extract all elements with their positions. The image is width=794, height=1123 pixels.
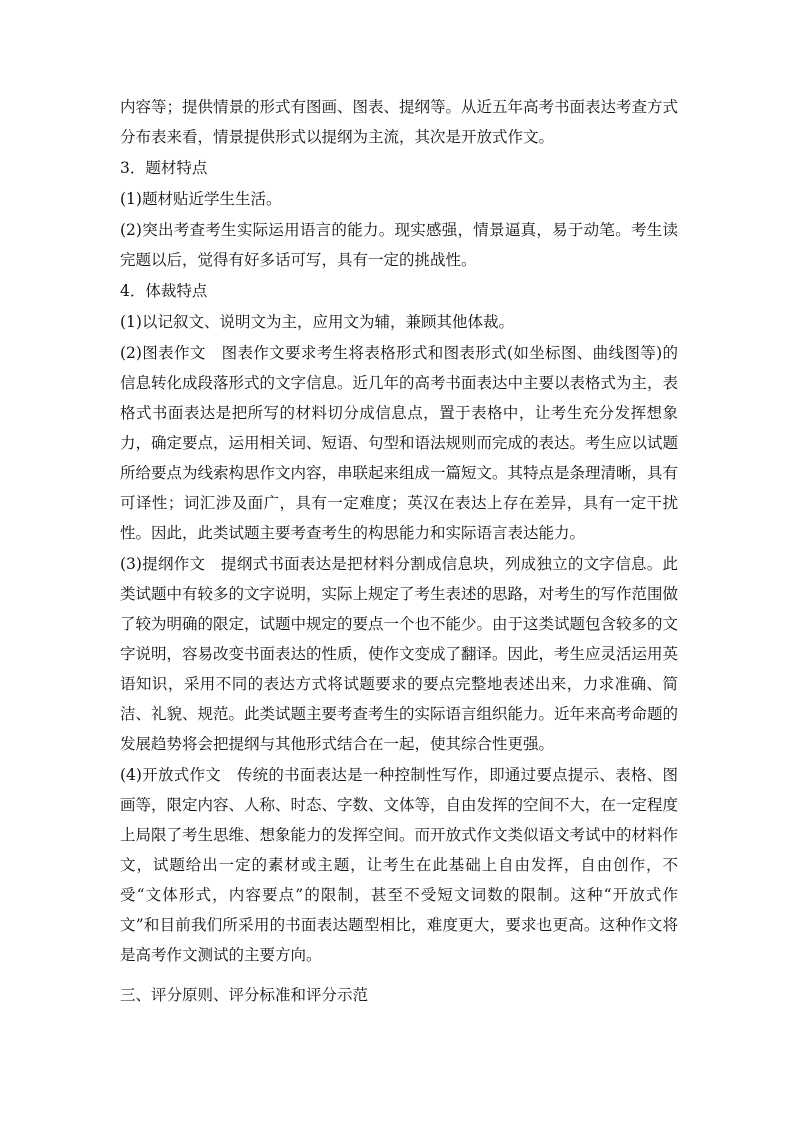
- paragraph-chart-essay: (2)图表作文 图表作文要求考生将表格形式和图表形式(如坐标图、曲线图等)的信息转化成段落形式的文字信息。近几年的高考书面表达中主要以表格式为主，表格式书面表达是把所写的材料切分成信息点，置于表格中，让考生充分发挥想象力，确定要点，运用相关词、短语、句型和语法规则而完成的表达。考生应以试题所给要点为线索构思作文内容，串联起来组成一篇短文。其特点是条理清晰，具有可译性；词汇涉及面广，具有一定难度；英汉在表达上存在差异，具有一定干扰性。因此，此类试题主要考查考生的构思能力和实际语言表达能力。: [120, 344, 679, 542]
- paragraph-outline-essay: (3)提纲作文 提纲式书面表达是把材料分割成信息块，列成独立的文字信息。此类试题中有较多的文字说明，实际上规定了考生表述的思路，对考生的写作范围做了较为明确的限定，试题中规定的要点一个也不能少。由于这类试题包含较多的文字说明，容易改变书面表达的性质，使作文变成了翻译。因此，考生应灵活运用英语知识，采用不同的表达方式将试题要求的要点完整地表述出来，力求准确、简洁、礼貌、规范。此类试题主要考查考生的实际语言组织能力。近年来高考命题的发展趋势将会把提纲与其他形式结合在一起，使其综合性更强。: [120, 555, 679, 753]
- subheading-subject-features: 3．题材特点: [120, 159, 208, 177]
- paragraph-open-essay: (4)开放式作文 传统的书面表达是一种控制性写作，即通过要点提示、表格、图画等，限定内容、人称、时态、字数、文体等，自由发挥的空间不大，在一定程度上局限了考生思维、想象能力的发挥空间。而开放式作文类似语文考试中的材料作文，试题给出一定的素材或主题，让考生在此基础上自由发挥，自由创作，不受“文体形式，内容要点”的限制，甚至不受短文词数的限制。这种“开放式作文”和目前我们所采用的书面表达题型相比，难度更大，要求也更高。这种作文将是高考作文测试的主要方向。: [120, 766, 679, 964]
- paragraph-subject-2: (2)突出考查考生实际运用语言的能力。现实感强，情景逼真，易于动笔。考生读完题以后，觉得有好多话可写，具有一定的挑战性。: [120, 221, 678, 269]
- paragraph-genre-1: (1)以记叙文、说明文为主，应用文为辅，兼顾其他体裁。: [120, 313, 514, 331]
- paragraph-subject-1: (1)题材贴近学生生活。: [120, 190, 282, 208]
- section-heading: 三、评分原则、评分标准和评分示范: [120, 986, 369, 1004]
- paragraph-intro-continuation: 内容等；提供情景的形式有图画、图表、提纲等。从近五年高考书面表达考查方式分布表来看，情景提供形式以提纲为主流，其次是开放式作文。: [120, 98, 679, 146]
- document-body: [120, 92, 678, 1011]
- subheading-genre-features: 4．体裁特点: [120, 282, 208, 300]
